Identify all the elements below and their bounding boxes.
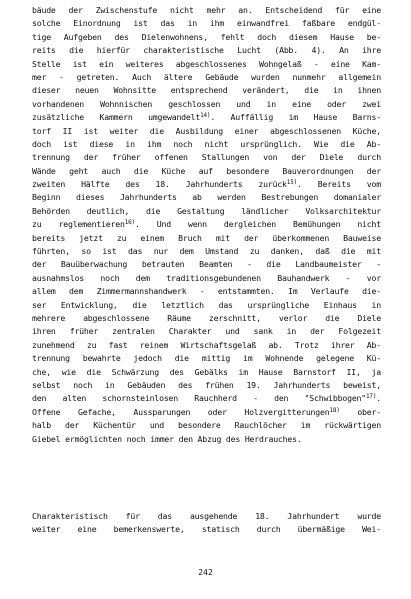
line-text: vorhandenen Wohnnischen geschlossen und in eine oder zwei bbox=[32, 98, 381, 109]
text-line bbox=[32, 151, 381, 164]
footnote-ref: 18) bbox=[329, 406, 340, 414]
text-line bbox=[32, 98, 381, 111]
line-text: führten, so ist das nur dem Umstand zu danken, daß die mit bbox=[32, 246, 381, 257]
line-text: zu reglementieren bbox=[32, 219, 125, 230]
footnote-ref: 17) bbox=[366, 393, 377, 401]
text-line bbox=[32, 111, 381, 124]
line-text: Offene Gefache, Aussparungen oder Holzvergitterungen bbox=[32, 406, 330, 417]
line-text-after: . bbox=[376, 393, 381, 404]
text-line bbox=[32, 523, 381, 536]
line-text: Stelle ist ein weiteres abgeschlossenes Wohngelaß - eine Kam- bbox=[32, 58, 381, 69]
text-line bbox=[32, 245, 381, 258]
text-line bbox=[32, 84, 381, 97]
text-line bbox=[32, 285, 381, 298]
text-line bbox=[32, 510, 381, 523]
line-text: dieser neuen Wohnsitte entsprechend verändert, die in ihnen bbox=[32, 85, 381, 96]
text-line bbox=[32, 58, 381, 71]
line-text: der Bauüberwachung betrauten Beamten - die Landbaumeister - bbox=[32, 259, 381, 270]
line-text: mer - getreten. Auch ältere Gebäude wurden nunmehr allgemein bbox=[32, 71, 381, 82]
line-text: torf II ist weiter die Ausbildung einer abgeschlossenen Küche, bbox=[32, 125, 381, 136]
line-text: solche Einordnung ist das in ihm einwandfrei faßbare endgül- bbox=[32, 18, 381, 29]
text-line bbox=[32, 205, 381, 218]
line-text-after: . Bereits vom bbox=[297, 179, 381, 190]
line-text: den alten schornsteinlosen Rauchherd - den "Schwibbogen" bbox=[32, 393, 367, 404]
footnote-ref: 16) bbox=[124, 219, 135, 227]
text-line bbox=[32, 44, 381, 57]
text-line bbox=[32, 258, 381, 271]
line-text: zweiten Hälfte des 18. Jahrhunderts zurück bbox=[32, 179, 287, 190]
text-line bbox=[32, 366, 381, 379]
text-line bbox=[32, 165, 381, 178]
text-line bbox=[32, 272, 381, 285]
line-text: zusätzliche Kammern umgewandelt bbox=[32, 112, 201, 123]
line-text: che, wie die Schwärzung des Gebälks im Hause Barnstorf II, ja bbox=[32, 366, 381, 377]
text-line bbox=[32, 178, 381, 191]
line-text: halb der Küchentür und besondere Rauchlöcher im rückwärtigen bbox=[32, 420, 381, 431]
text-line bbox=[32, 138, 381, 151]
text-line bbox=[32, 419, 381, 432]
paragraph-2 bbox=[32, 510, 381, 537]
text-line bbox=[32, 433, 381, 446]
line-text-after: . Auffällig im Hause Barns- bbox=[210, 112, 381, 123]
line-text: bereits jetzt zu einem Bruch mit der überkommenen Bauweise bbox=[32, 232, 381, 243]
line-text: Beginn dieses Jahrhunderts ab werden Bestrebungen domanialer bbox=[32, 192, 381, 203]
line-text: selbst noch in Gebäuden des frühen 19. Jahrhunderts beweist, bbox=[32, 379, 381, 390]
text-line bbox=[32, 125, 381, 138]
line-text: doch ist diese in ihm noch nicht ursprünglich. Wie die Ab- bbox=[32, 138, 381, 149]
line-text: allem dem Zimmermannshandwerk - entstammten. Im Verlaufe die- bbox=[32, 286, 381, 297]
line-text: mehrere abgeschlossene Räume zerschnitt, verlor die Diele bbox=[32, 312, 381, 323]
line-text: Wände geht auch die Küche auf besondere Bauverordnungen der bbox=[32, 165, 381, 176]
line-text: trennung der früher offenen Stallungen von der Diele durch bbox=[32, 152, 381, 163]
text-line bbox=[32, 31, 381, 44]
page-number: 242 bbox=[198, 567, 213, 577]
text-line bbox=[32, 339, 381, 352]
text-line bbox=[32, 325, 381, 338]
text-line bbox=[32, 379, 381, 392]
text-line bbox=[32, 232, 381, 245]
text-line bbox=[32, 191, 381, 204]
line-text-after: . Und wenn dergleichen Bemühungen nicht bbox=[134, 219, 381, 230]
footnote-ref: 15) bbox=[286, 179, 298, 187]
line-text: ausnahmslos noch dem traditionsgebundenen Bauhandwerk - vor bbox=[32, 272, 381, 283]
line-text: tige Aufgeben des Dielenwohnens, fehlt doch diesem Hause be- bbox=[32, 31, 381, 42]
line-text-after: ober- bbox=[339, 406, 381, 417]
text-line bbox=[32, 406, 381, 419]
text-line bbox=[32, 4, 381, 17]
line-text: zunehmend zu fast reinem Wirtschaftsgelaß ab. Trotz ihrer Ab- bbox=[32, 339, 381, 350]
text-line bbox=[32, 352, 381, 365]
line-text: weiter eine bemerkenswerte, statisch durch übermäßige Wei- bbox=[32, 524, 381, 535]
text-line bbox=[32, 312, 381, 325]
line-text: ihren früher zentralen Charakter und sank in der Folgezeit bbox=[32, 326, 381, 337]
paragraph-1 bbox=[32, 4, 381, 446]
line-text: ser Entwicklung, die letztlich das ursprüngliche Einhaus in bbox=[32, 299, 381, 310]
footnote-ref: 14) bbox=[200, 112, 211, 120]
line-text: reits die hierfür charakteristische Lucht (Abb. 4). An ihre bbox=[32, 45, 381, 56]
line-text: Behörden deutlich, die Gestaltung ländlicher Volksarchitektur bbox=[32, 205, 381, 216]
text-line bbox=[32, 299, 381, 312]
text-line bbox=[32, 17, 381, 30]
line-text: trennung bewahrte jedoch die mittig im Wohnende gelegene Kü- bbox=[32, 353, 381, 364]
text-line bbox=[32, 71, 381, 84]
line-text: Charakteristisch für das ausgehende 18. Jahrhundert wurde bbox=[32, 511, 381, 521]
text-line bbox=[32, 218, 381, 231]
line-text: bäude der Zwischenstufe nicht mehr an. Entscheidend für eine bbox=[32, 5, 381, 15]
text-line bbox=[32, 392, 381, 405]
line-text: Giebel ermöglichten noch immer den Abzug des Herdrauches. bbox=[32, 433, 302, 444]
